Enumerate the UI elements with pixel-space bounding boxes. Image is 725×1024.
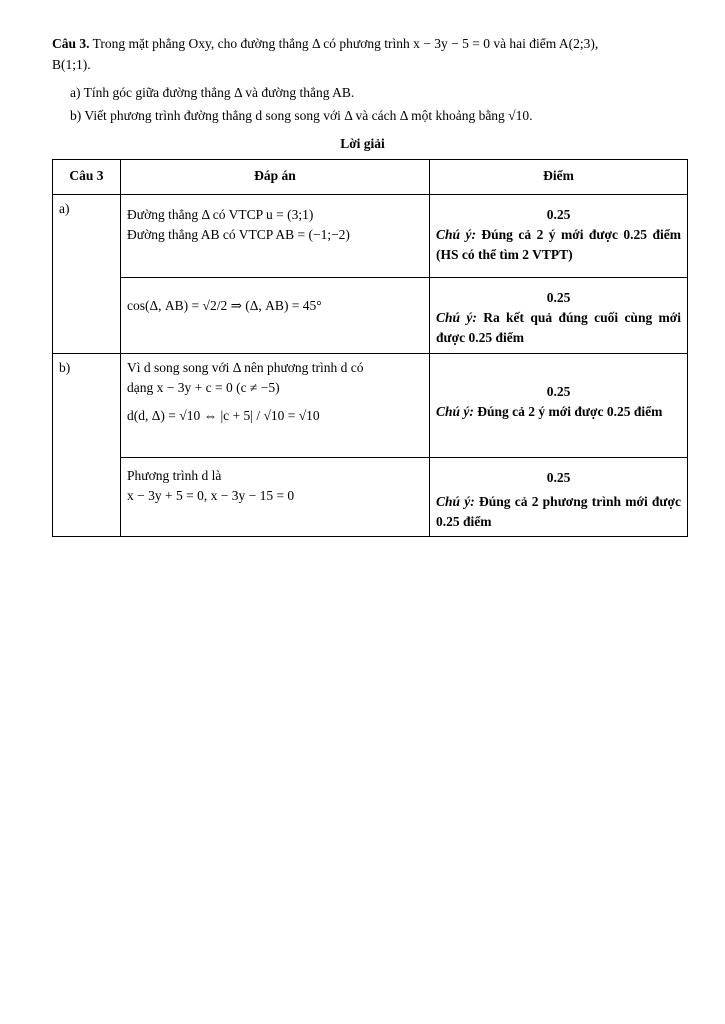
question-line-2: B(1;1). <box>52 57 91 72</box>
answer-line: cos(Δ, AB) = √2/2 ⇒ (Δ, AB) = 45° <box>127 298 322 313</box>
answer-line: Đường thẳng AB có VTCP AB = (−1;−2) <box>127 227 350 242</box>
header-score: Điểm <box>430 160 688 195</box>
table-row <box>53 278 688 354</box>
score-cell <box>430 195 688 278</box>
answer-line: Đường thẳng Δ có VTCP u = (3;1) <box>127 207 314 222</box>
score-cell <box>430 354 688 458</box>
question-line-1 <box>52 33 692 55</box>
answer-line: d(d, Δ) = √10 ⇔ |c + 5| / √10 = √10 <box>127 408 320 423</box>
answer-cell <box>121 354 430 458</box>
note <box>436 308 681 348</box>
question-label: Câu 3. <box>52 36 90 51</box>
score-value: 0.25 <box>546 384 571 399</box>
answer-line: Phương trình d là <box>127 468 222 483</box>
note-text: Đúng cả 2 ý mới được 0.25 điểm <box>477 404 663 419</box>
table-row <box>53 195 688 278</box>
note <box>436 225 681 265</box>
note <box>436 492 681 532</box>
solution-title: Lời giải <box>340 136 385 151</box>
answer-line: dạng x − 3y + c = 0 (c ≠ −5) <box>127 380 280 395</box>
answer-cell <box>121 278 430 354</box>
row-label <box>53 278 121 354</box>
row-label: a) <box>53 195 121 278</box>
note-prefix: Chú ý: <box>436 227 476 242</box>
note-prefix: Chú ý: <box>436 494 475 509</box>
row-label <box>53 458 121 537</box>
answer-line: x − 3y + 5 = 0, x − 3y − 15 = 0 <box>127 488 295 503</box>
score-value: 0.25 <box>546 290 571 305</box>
note-prefix: Chú ý: <box>436 310 477 325</box>
score-value: 0.25 <box>546 207 571 222</box>
solution-table <box>52 159 688 537</box>
note-text: Đúng cả 2 ý mới được 0.25 điểm (HS có thể tìm 2 VTPT) <box>436 227 681 262</box>
table-header-row <box>53 160 688 195</box>
header-answer: Đáp án <box>121 160 430 195</box>
score-cell <box>430 458 688 537</box>
note-prefix: Chú ý: <box>436 404 474 419</box>
header-question: Câu 3 <box>53 160 121 195</box>
answer-cell <box>121 195 430 278</box>
note-text: Ra kết quả đúng cuối cùng mới được 0.25 điểm <box>436 310 682 345</box>
note <box>436 402 681 422</box>
question-part-a: a) Tính góc giữa đường thẳng Δ và đường thẳng AB. <box>70 85 355 100</box>
table-row <box>53 354 688 458</box>
answer-cell <box>121 458 430 537</box>
row-label: b) <box>53 354 121 458</box>
question-text: Trong mặt phẳng Oxy, cho đường thẳng Δ có phương trình x − 3y − 5 = 0 và hai điểm A(2;3), <box>92 36 599 51</box>
question-part-b: b) Viết phương trình đường thẳng d song song với Δ và cách Δ một khoảng bằng √10. <box>70 108 533 123</box>
table-row <box>53 458 688 537</box>
score-cell <box>430 278 688 354</box>
answer-line: Vì d song song với Δ nên phương trình d có <box>127 360 364 375</box>
score-value: 0.25 <box>546 470 571 485</box>
note-text: Đúng cả 2 phương trình mới được 0.25 điểm <box>436 494 682 529</box>
